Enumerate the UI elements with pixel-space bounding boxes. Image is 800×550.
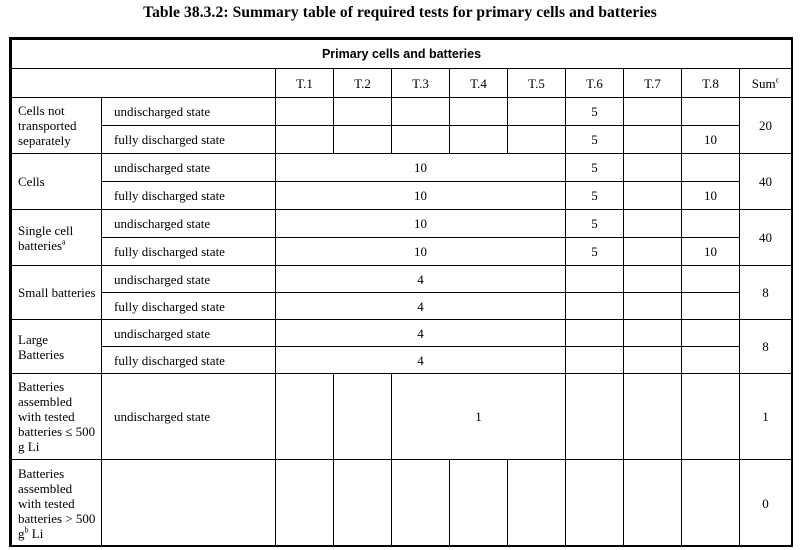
col-header-t6: T.6 [566, 69, 624, 98]
cell-t8: 10 [682, 182, 740, 210]
cell-t1-t5: 4 [276, 320, 566, 347]
state-label: fully discharged state [102, 347, 276, 374]
group-label: Single cell batteries$^a$ [12, 210, 102, 266]
cell-t1-t5: 4 [276, 347, 566, 374]
state-label: undischarged state [102, 266, 276, 293]
cell-t6: 5 [566, 182, 624, 210]
group-label: Batteries assembled with tested batteries > 500 $g^b$ Li [12, 460, 102, 547]
state-label: fully discharged state [102, 126, 276, 154]
sum-cell: 1 [740, 374, 792, 460]
sum-cell: 20 [740, 98, 792, 154]
state-label: undischarged state [102, 154, 276, 182]
cell-t1-t5: 4 [276, 266, 566, 293]
cell-t1-t5: 10 [276, 154, 566, 182]
col-header-t7: T.7 [624, 69, 682, 98]
sum-cell: 40 [740, 210, 792, 266]
state-label: fully discharged state [102, 182, 276, 210]
sum-cell: 8 [740, 266, 792, 320]
column-header-row [12, 69, 792, 98]
col-header-sum: Sum$^c$ [740, 69, 792, 98]
cell-t6: 5 [566, 126, 624, 154]
group-label: Large Batteries [12, 320, 102, 374]
table-row [12, 347, 792, 374]
table-row [12, 293, 792, 320]
col-header-t4: T.4 [450, 69, 508, 98]
cell-t6: 5 [566, 98, 624, 126]
cell-t1-t5: 10 [276, 210, 566, 238]
summary-table [11, 39, 792, 547]
cell-t8: 10 [682, 126, 740, 154]
cell-t1-t5: 4 [276, 293, 566, 320]
col-header-t5: T.5 [508, 69, 566, 98]
table-row [12, 210, 792, 238]
table-row [12, 182, 792, 210]
col-header-t2: T.2 [334, 69, 392, 98]
table-row [12, 126, 792, 154]
group-label: Batteries assembled with tested batteries ≤ 500 g Li [12, 374, 102, 460]
table-row [12, 320, 792, 347]
group-label: Small batteries [12, 266, 102, 320]
group-label: Cells not transported separately [12, 98, 102, 154]
table-row [12, 266, 792, 293]
table-row [12, 154, 792, 182]
table-row [12, 98, 792, 126]
state-label: undischarged state [102, 98, 276, 126]
header-blank [12, 69, 276, 98]
table-row [12, 460, 792, 547]
table-row [12, 238, 792, 266]
section-header: Primary cells and batteries [12, 40, 792, 69]
col-header-t8: T.8 [682, 69, 740, 98]
state-label: fully discharged state [102, 238, 276, 266]
cell-t6: 5 [566, 238, 624, 266]
col-header-t3: T.3 [392, 69, 450, 98]
sum-cell: 0 [740, 460, 792, 547]
col-header-t1: T.1 [276, 69, 334, 98]
group-label: Cells [12, 154, 102, 210]
cell-t8: 10 [682, 238, 740, 266]
cell-t3-t5: 1 [392, 374, 566, 460]
sum-cell: 8 [740, 320, 792, 374]
cell-t6: 5 [566, 154, 624, 182]
table-row [12, 374, 792, 460]
state-label: undischarged state [102, 320, 276, 347]
cell-t6: 5 [566, 210, 624, 238]
state-label: undischarged state [102, 210, 276, 238]
page-title: Table 38.3.2: Summary table of required tests for primary cells and batteries [143, 4, 657, 21]
state-label: undischarged state [102, 374, 276, 460]
cell-t1-t5: 10 [276, 182, 566, 210]
sum-cell: 40 [740, 154, 792, 210]
state-label: fully discharged state [102, 293, 276, 320]
cell-t1-t5: 10 [276, 238, 566, 266]
